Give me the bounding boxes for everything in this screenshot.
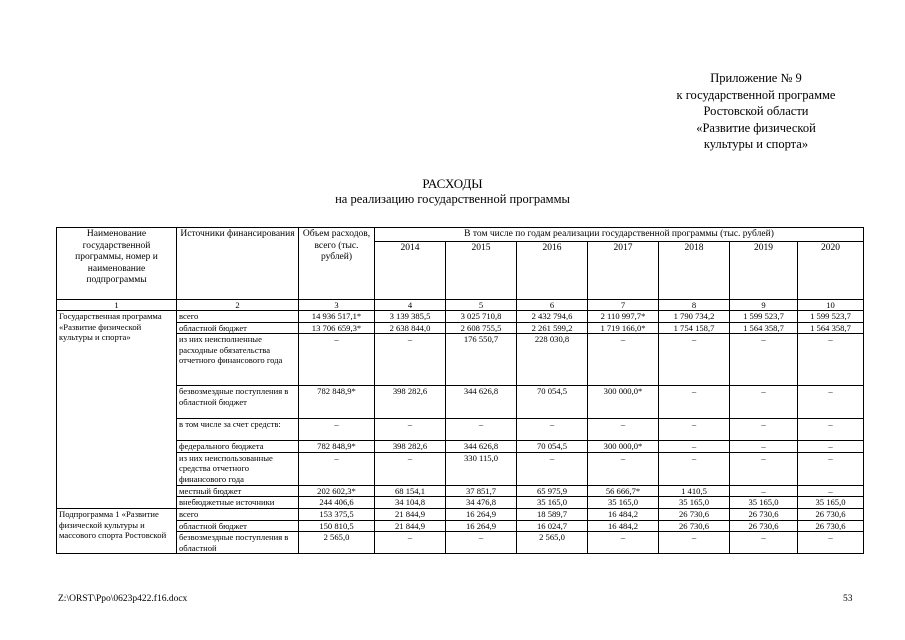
column-number: 5 <box>446 299 517 311</box>
year-value-cell: 26 730,6 <box>730 520 798 532</box>
column-number-row <box>57 299 864 311</box>
year-value-cell: – <box>730 386 798 419</box>
year-value-cell: 26 730,6 <box>798 509 864 521</box>
year-value-cell: 1 754 158,7 <box>659 322 730 334</box>
year-value-cell: – <box>659 334 730 386</box>
year-value-cell: 1 410,5 <box>659 485 730 497</box>
total-value-cell: – <box>299 452 375 485</box>
year-value-cell: – <box>659 452 730 485</box>
header-name: Наименование государственной программы, номер и наименование подпрограммы <box>57 228 177 300</box>
funding-source: федерального бюджета <box>177 441 299 453</box>
total-value-cell: – <box>299 419 375 441</box>
file-path: Z:\ORST\Ppo\0623p422.f16.docx <box>58 594 188 604</box>
year-value-cell: 330 115,0 <box>446 452 517 485</box>
year-value-cell: 37 851,7 <box>446 485 517 497</box>
header-year: 2015 <box>446 241 517 299</box>
year-value-cell: – <box>730 532 798 554</box>
year-value-cell: – <box>446 532 517 554</box>
funding-source: внебюджетные источники <box>177 497 299 509</box>
year-value-cell: – <box>730 334 798 386</box>
year-value-cell: 398 282,6 <box>375 386 446 419</box>
year-value-cell: 16 264,9 <box>446 520 517 532</box>
column-number: 10 <box>798 299 864 311</box>
year-value-cell: 1 790 734,2 <box>659 311 730 323</box>
table-row <box>57 452 864 485</box>
table-row <box>57 485 864 497</box>
program-name: Подпрограмма 1 «Развитие физической культуры и массового спорта Ростовской <box>57 509 177 554</box>
year-value-cell: 16 264,9 <box>446 509 517 521</box>
year-value-cell: 1 564 358,7 <box>798 322 864 334</box>
year-value-cell: 34 104,8 <box>375 497 446 509</box>
year-value-cell: 300 000,0* <box>588 386 659 419</box>
appendix-line: «Развитие физической <box>696 120 816 135</box>
year-value-cell: – <box>659 441 730 453</box>
year-value-cell: 16 484,2 <box>588 509 659 521</box>
column-number: 3 <box>299 299 375 311</box>
table-row <box>57 520 864 532</box>
column-number: 2 <box>177 299 299 311</box>
year-value-cell: 1 719 166,0* <box>588 322 659 334</box>
year-value-cell: – <box>798 441 864 453</box>
year-value-cell: 3 139 385,5 <box>375 311 446 323</box>
year-value-cell: 56 666,7* <box>588 485 659 497</box>
table-body <box>57 228 864 554</box>
page-number: 53 <box>843 594 853 604</box>
year-value-cell: – <box>588 532 659 554</box>
appendix-block <box>636 70 876 153</box>
table-row <box>57 419 864 441</box>
year-value-cell: 1 564 358,7 <box>730 322 798 334</box>
year-value-cell: 2 432 794,6 <box>517 311 588 323</box>
column-number: 1 <box>57 299 177 311</box>
expenses-table <box>56 227 864 554</box>
year-value-cell: 26 730,6 <box>798 520 864 532</box>
year-value-cell: 35 165,0 <box>517 497 588 509</box>
year-value-cell: 70 054,5 <box>517 386 588 419</box>
total-value-cell: 13 706 659,3* <box>299 322 375 334</box>
appendix-line: Приложение № 9 <box>710 71 802 85</box>
table-row <box>57 386 864 419</box>
header-row <box>57 228 864 242</box>
document-title <box>0 176 905 207</box>
total-value-cell: 2 565,0 <box>299 532 375 554</box>
year-value-cell: – <box>588 334 659 386</box>
table-row <box>57 322 864 334</box>
year-value-cell: – <box>375 334 446 386</box>
year-value-cell: 70 054,5 <box>517 441 588 453</box>
title-line-1: РАСХОДЫ <box>422 176 483 191</box>
funding-source: из них неисполненные расходные обязательства отчетного финансового года <box>177 334 299 386</box>
year-value-cell: 68 154,1 <box>375 485 446 497</box>
year-value-cell: – <box>588 452 659 485</box>
year-value-cell: 65 975,9 <box>517 485 588 497</box>
column-number: 4 <box>375 299 446 311</box>
year-value-cell: 3 025 710,8 <box>446 311 517 323</box>
appendix-line: культуры и спорта» <box>703 137 809 151</box>
year-value-cell: – <box>798 485 864 497</box>
title-line-2: на реализацию государственной программы <box>335 191 570 206</box>
header-volume: Объем расходов, всего (тыс. рублей) <box>299 228 375 300</box>
year-value-cell: 344 626,8 <box>446 441 517 453</box>
year-value-cell: – <box>798 532 864 554</box>
year-value-cell: 344 626,8 <box>446 386 517 419</box>
year-value-cell: – <box>375 532 446 554</box>
total-value-cell: 153 375,5 <box>299 509 375 521</box>
header-year: 2014 <box>375 241 446 299</box>
table-row <box>57 497 864 509</box>
header-years-group: В том числе по годам реализации государственной программы (тыс. рублей) <box>375 228 864 242</box>
header-year: 2017 <box>588 241 659 299</box>
table-row <box>57 441 864 453</box>
funding-source: областной бюджет <box>177 322 299 334</box>
year-value-cell: 18 589,7 <box>517 509 588 521</box>
year-value-cell: – <box>730 441 798 453</box>
table-row <box>57 509 864 521</box>
total-value-cell: 782 848,9* <box>299 386 375 419</box>
funding-source: из них неиспользованные средства отчетного финансового года <box>177 452 299 485</box>
column-number: 6 <box>517 299 588 311</box>
year-value-cell: 34 476,8 <box>446 497 517 509</box>
year-value-cell: – <box>730 419 798 441</box>
table-row <box>57 311 864 323</box>
year-value-cell: – <box>517 452 588 485</box>
column-number: 8 <box>659 299 730 311</box>
column-number: 9 <box>730 299 798 311</box>
year-value-cell: 176 550,7 <box>446 334 517 386</box>
header-year: 2020 <box>798 241 864 299</box>
appendix-line: к государственной программе <box>676 87 836 102</box>
funding-source: местный бюджет <box>177 485 299 497</box>
year-value-cell: – <box>730 452 798 485</box>
year-value-cell: 21 844,9 <box>375 520 446 532</box>
funding-source: областной бюджет <box>177 520 299 532</box>
year-value-cell: 21 844,9 <box>375 509 446 521</box>
header-year: 2019 <box>730 241 798 299</box>
total-value-cell: 782 848,9* <box>299 441 375 453</box>
year-value-cell: 2 565,0 <box>517 532 588 554</box>
year-value-cell: 16 484,2 <box>588 520 659 532</box>
year-value-cell: – <box>659 419 730 441</box>
appendix-line: Ростовской области <box>703 104 809 118</box>
year-value-cell: 16 024,7 <box>517 520 588 532</box>
funding-source: всего <box>177 509 299 521</box>
year-value-cell: 300 000,0* <box>588 441 659 453</box>
year-value-cell: – <box>375 452 446 485</box>
year-value-cell: 35 165,0 <box>659 497 730 509</box>
year-value-cell: – <box>730 485 798 497</box>
year-value-cell: – <box>588 419 659 441</box>
total-value-cell: – <box>299 334 375 386</box>
header-source: Источники финансирования <box>177 228 299 300</box>
funding-source: всего <box>177 311 299 323</box>
year-value-cell: 26 730,6 <box>659 509 730 521</box>
column-number: 7 <box>588 299 659 311</box>
total-value-cell: 14 936 517,1* <box>299 311 375 323</box>
funding-source: в том числе за счет средств: <box>177 419 299 441</box>
year-value-cell: – <box>659 386 730 419</box>
year-value-cell: 2 261 599,2 <box>517 322 588 334</box>
table-row <box>57 532 864 554</box>
year-value-cell: 1 599 523,7 <box>730 311 798 323</box>
year-value-cell: 228 030,8 <box>517 334 588 386</box>
year-value-cell: 26 730,6 <box>659 520 730 532</box>
year-value-cell: 1 599 523,7 <box>798 311 864 323</box>
header-year: 2018 <box>659 241 730 299</box>
year-value-cell: – <box>375 419 446 441</box>
year-value-cell: – <box>798 386 864 419</box>
year-value-cell: 398 282,6 <box>375 441 446 453</box>
year-value-cell: – <box>446 419 517 441</box>
year-value-cell: 2 608 755,5 <box>446 322 517 334</box>
year-value-cell: – <box>798 452 864 485</box>
total-value-cell: 244 406,6 <box>299 497 375 509</box>
year-value-cell: 35 165,0 <box>588 497 659 509</box>
year-value-cell: 26 730,6 <box>730 509 798 521</box>
year-value-cell: 35 165,0 <box>798 497 864 509</box>
table-row <box>57 334 864 386</box>
header-year: 2016 <box>517 241 588 299</box>
year-value-cell: 2 110 997,7* <box>588 311 659 323</box>
year-value-cell: 2 638 844,0 <box>375 322 446 334</box>
year-value-cell: – <box>798 334 864 386</box>
funding-source: безвозмездные поступления в областной бюджет <box>177 386 299 419</box>
year-value-cell: 35 165,0 <box>730 497 798 509</box>
funding-source: безвозмездные поступления в областной <box>177 532 299 554</box>
program-name: Государственная программа «Развитие физической культуры и спорта» <box>57 311 177 509</box>
year-value-cell: – <box>798 419 864 441</box>
year-value-cell: – <box>659 532 730 554</box>
total-value-cell: 202 602,3* <box>299 485 375 497</box>
year-value-cell: – <box>517 419 588 441</box>
total-value-cell: 150 810,5 <box>299 520 375 532</box>
